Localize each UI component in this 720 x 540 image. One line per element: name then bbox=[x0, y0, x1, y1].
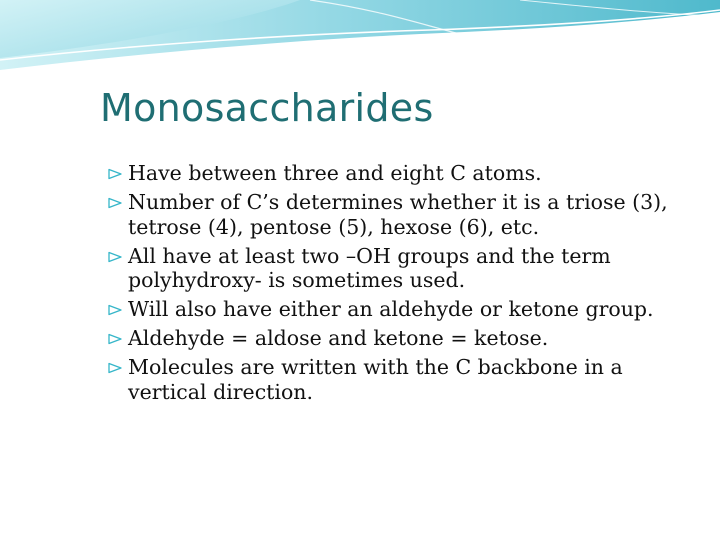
right-pointing-triangle-icon bbox=[107, 304, 125, 316]
bullet-text: All have at least two –OH groups and the term polyhydroxy- is sometimes used. bbox=[128, 243, 611, 292]
bullet-text: Aldehyde = aldose and ketone = ketose. bbox=[128, 326, 549, 350]
bullet-item bbox=[103, 355, 703, 404]
right-pointing-triangle-icon bbox=[107, 251, 125, 263]
right-pointing-triangle-icon bbox=[107, 168, 125, 180]
bullet-item bbox=[103, 161, 703, 186]
slide-title: Monosaccharides bbox=[100, 86, 434, 130]
bullet-text: Will also have either an aldehyde or ketone group. bbox=[128, 297, 654, 321]
bullet-item bbox=[103, 244, 703, 293]
bullet-list bbox=[103, 161, 703, 409]
bullet-item bbox=[103, 190, 703, 239]
right-pointing-triangle-icon bbox=[107, 333, 125, 345]
bullet-text: Have between three and eight C atoms. bbox=[128, 161, 542, 185]
bullet-text: Molecules are written with the C backbone in a vertical direction. bbox=[128, 355, 623, 404]
bullet-item bbox=[103, 326, 703, 351]
right-pointing-triangle-icon bbox=[107, 197, 125, 209]
right-pointing-triangle-icon bbox=[107, 362, 125, 374]
bullet-text: Number of C’s determines whether it is a triose (3), tetrose (4), pentose (5), hexose (6), etc. bbox=[128, 190, 668, 239]
bullet-item bbox=[103, 297, 703, 322]
